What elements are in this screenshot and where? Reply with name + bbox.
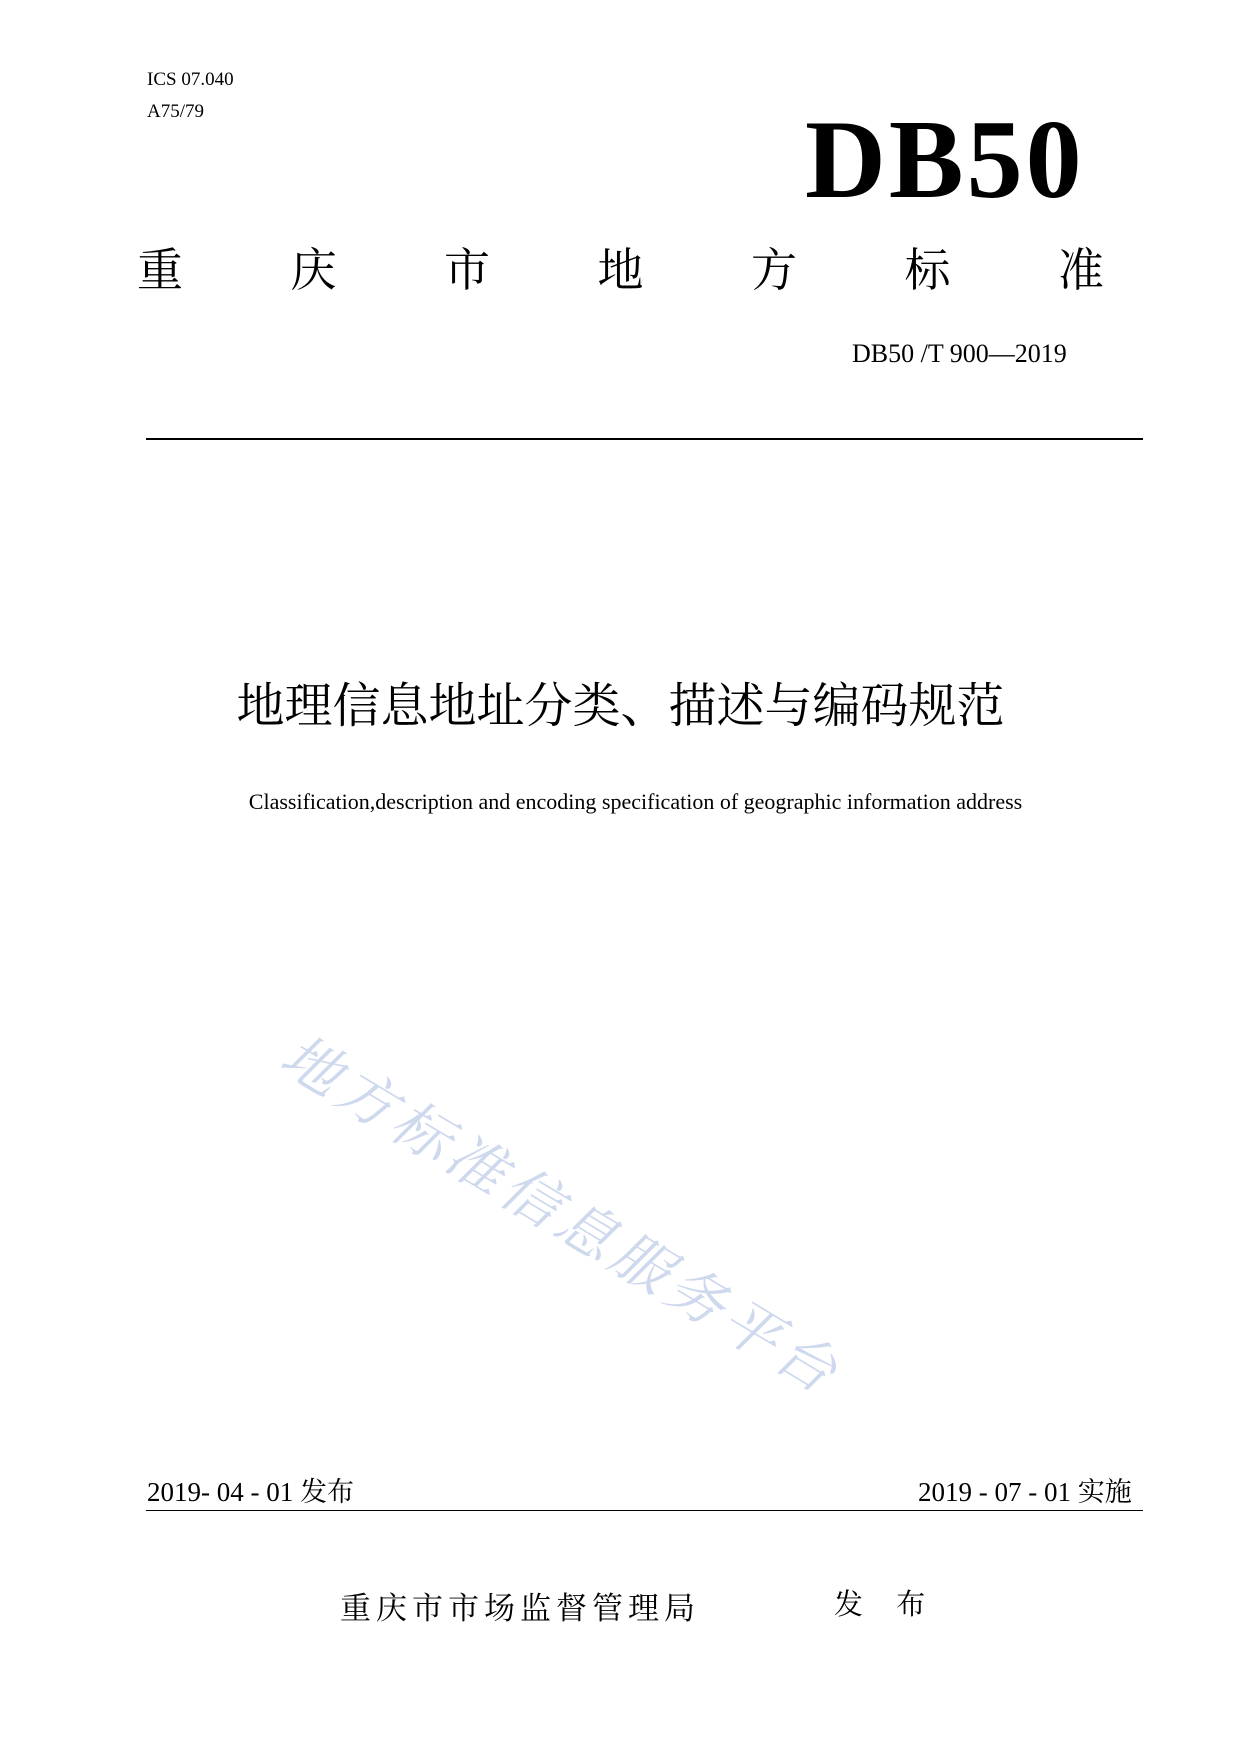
bottom-divider [146,1510,1143,1511]
document-title-chinese: 地理信息地址分类、描述与编码规范 [236,678,1005,734]
issuing-authority: 重庆市市场监督管理局 [340,1591,700,1627]
ics-code: ICS 07.040 [147,69,234,90]
classification-code: A75/79 [147,101,204,122]
issued-label: 发 布 [834,1587,938,1621]
heading-char: 方 [751,243,797,297]
standard-number: DB50 /T 900—2019 [852,339,1067,368]
heading-char: 标 [904,243,951,297]
heading-char: 地 [597,243,644,297]
watermark-text: 地方标准信息服务平台 [269,1020,854,1409]
heading-char: 庆 [290,243,337,297]
local-standard-heading [128,238,1113,302]
heading-char: 市 [444,243,490,297]
heading-char: 准 [1058,243,1104,297]
implementation-date: 2019 - 07 - 01 实施 [918,1477,1132,1507]
standard-prefix: DB50 [805,98,1085,222]
heading-char: 重 [137,243,183,297]
document-title-english: Classification,description and encoding specification of geographic information address [248,789,1023,814]
top-divider [146,438,1143,440]
issue-date: 2019- 04 - 01 发布 [147,1477,354,1507]
